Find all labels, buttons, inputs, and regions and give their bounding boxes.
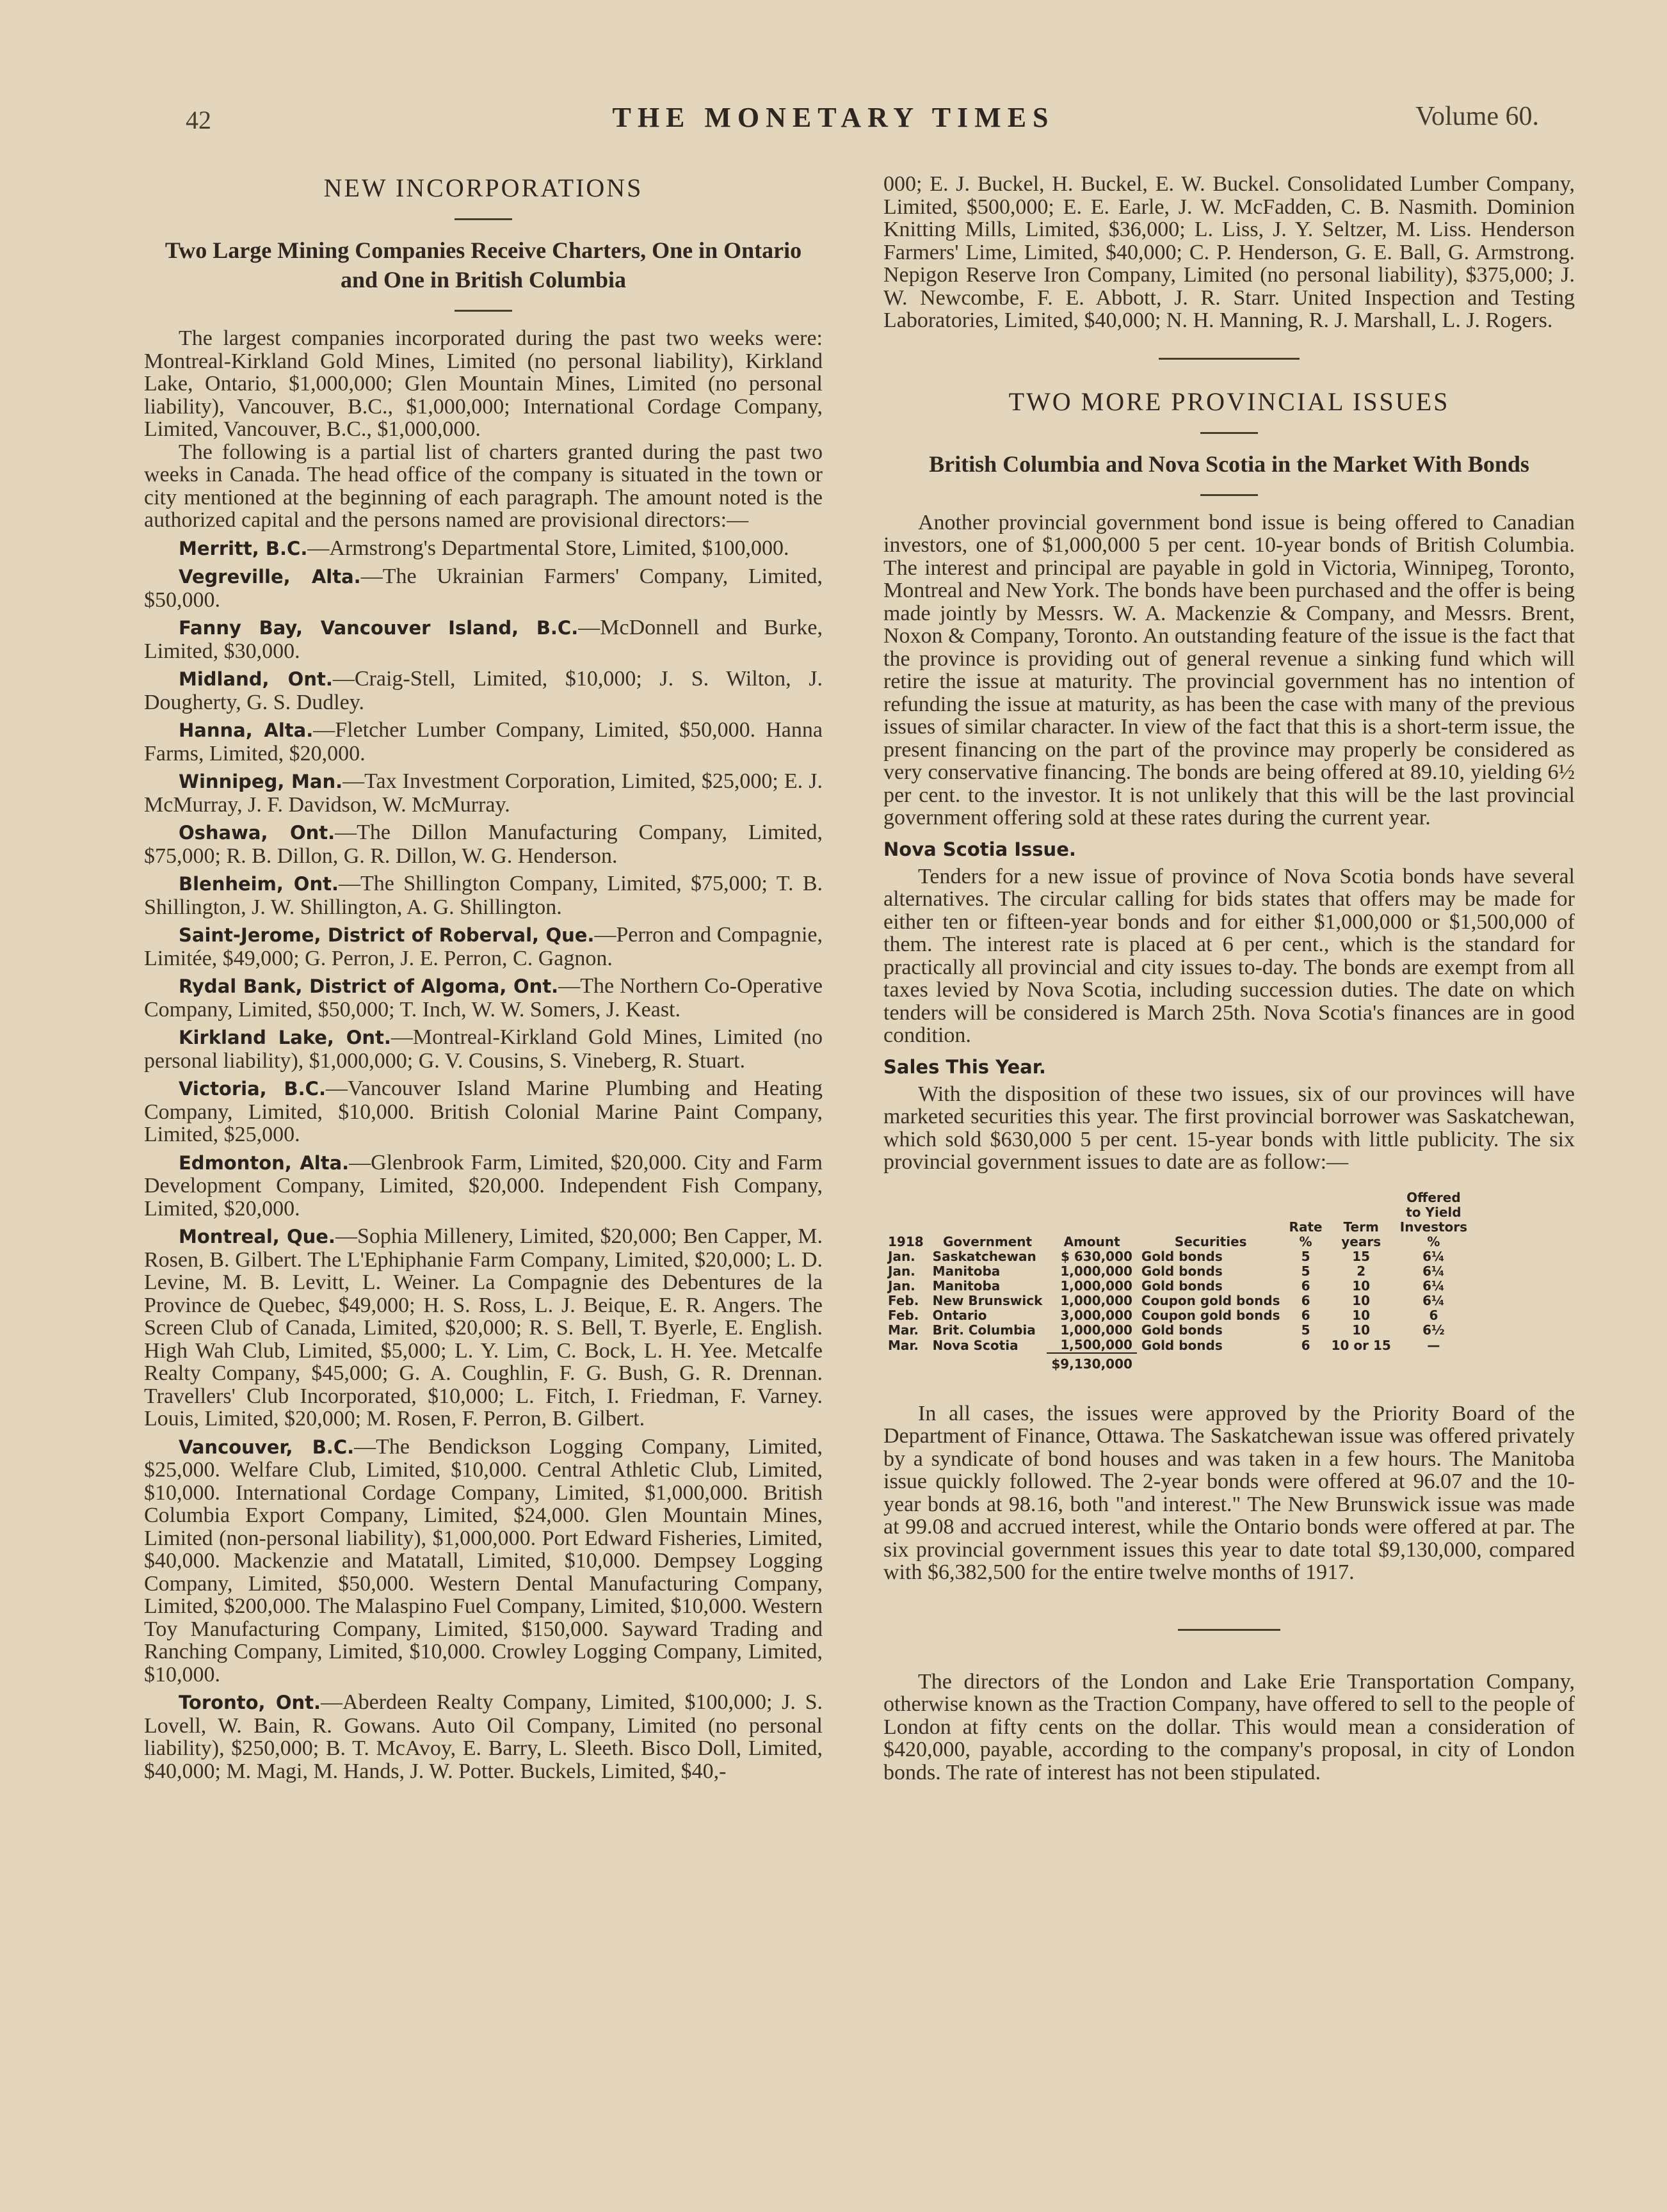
- cell-government: Ontario: [932, 1307, 987, 1323]
- cell-government: Brit. Columbia: [932, 1322, 1036, 1338]
- cell-yield: 6¼: [1422, 1263, 1445, 1279]
- entry-text: —Aberdeen Realty Company, Limited, $100,000; J. S. Lovell, W. Bain, R. Gowans. Auto Oil Company, Limited (no personal liability), $250,000; B. T. McAvoy, E. Barry, L. Sleeth. Bisco Doll, Limited, $40,000; M. Magi, M. Hands, J. W. Potter. Buckels, Limited, $40,-: [144, 1690, 823, 1783]
- cell-amount: 1,000,000: [1060, 1263, 1132, 1279]
- cell-total-amount: $9,130,000: [1047, 1353, 1137, 1372]
- incorporation-entry: [144, 565, 823, 611]
- header-offered: Offered: [1406, 1189, 1461, 1205]
- rule: [1159, 358, 1300, 360]
- cell-amount: 1,000,000: [1060, 1278, 1132, 1294]
- cell-month: Mar.: [888, 1337, 919, 1353]
- cell-term: 10 or 15: [1331, 1337, 1391, 1353]
- cell-securities: Gold bonds: [1141, 1278, 1223, 1294]
- cell-securities: Coupon gold bonds: [1141, 1307, 1280, 1323]
- incorporation-entry: [144, 924, 823, 970]
- entry-place: Kirkland Lake, Ont.: [179, 1027, 391, 1048]
- cell-yield: 6½: [1422, 1322, 1445, 1338]
- entry-place: Vancouver, B.C.: [179, 1436, 355, 1458]
- cell-amount: 1,500,000: [1060, 1336, 1132, 1352]
- header-yield-unit: %: [1427, 1233, 1440, 1249]
- table-header-row: [883, 1220, 1472, 1235]
- cell-term: 10: [1352, 1322, 1371, 1338]
- rule: [1200, 432, 1258, 434]
- header-amount: Amount: [1063, 1233, 1120, 1249]
- cell-yield: 6¼: [1422, 1248, 1445, 1264]
- entry-place: Rydal Bank, District of Algoma, Ont.: [179, 975, 559, 997]
- entry-text: —Perron and Compagnie, Limitée, $49,000; G. Perron, J. E. Perron, C. Gagnon.: [144, 923, 823, 970]
- publication-title: THE MONETARY TIMES: [612, 102, 1055, 133]
- cell-term: 2: [1357, 1263, 1366, 1279]
- cell-amount: 1,000,000: [1060, 1322, 1132, 1338]
- table-row: [883, 1249, 1472, 1264]
- cell-rate: 5: [1301, 1322, 1310, 1338]
- cell-government: Nova Scotia: [932, 1337, 1019, 1353]
- entry-place: Montreal, Que.: [179, 1226, 335, 1247]
- running-header: [0, 90, 1667, 141]
- header-securities: Securities: [1174, 1233, 1247, 1249]
- subsection-heading: Sales This Year.: [883, 1055, 1046, 1078]
- entry-text: —Craig-Stell, Limited, $10,000; J. S. Wilton, J. Dougherty, G. S. Dudley.: [144, 667, 823, 714]
- entry-place: Vegreville, Alta.: [179, 566, 361, 588]
- header-rate: Rate: [1289, 1219, 1323, 1235]
- intro-paragraph: The largest companies incorporated during the past two weeks were: Montreal-Kirkland Gold Mines, Limited (no personal liability), Kirkland Lake, Ontario, $1,000,000; Glen Mountain Mines, Limited (no personal liability), Vancouver, B.C., $1,000,000; International Cordage Company, Limited, Vancouver, B.C., $1,000,000.: [144, 326, 823, 441]
- table-row: [883, 1294, 1472, 1308]
- cell-term: 10: [1352, 1307, 1371, 1323]
- table-header-row: [883, 1205, 1472, 1220]
- cell-amount: 1,000,000: [1060, 1292, 1132, 1308]
- cell-government: Saskatchewan: [932, 1248, 1036, 1264]
- entry-text: —The Bendickson Logging Company, Limited, $25,000. Welfare Club, Limited, $10,000. Central Athletic Club, Limited, $10,000. International Cordage Company, Limited, $1,000,000. British Columbia Export Company, Limited, $24,000. Glen Mountain Mines, Limited (non-personal liability), $1,000,000. Port Edward Fisheries, Limited, $40,000. Mackenzie and Matatall, Limited, $10,000. Dempsey Logging Company, Limited, $50,000. Western Dental Manufacturing Company, Limited, $200,000. The Malaspino Fuel Company, Limited, $10,000. Western Toy Manufacturing Company, Limited, $150,000. Sayward Trading and Ranching Company, Limited, $10,000. Crowley Logging Company, Limited, $10,000.: [144, 1434, 823, 1687]
- table-row: [883, 1279, 1472, 1294]
- rule: [1200, 494, 1258, 496]
- table-total-row: [883, 1353, 1472, 1372]
- rule: [1178, 1629, 1280, 1631]
- cell-amount: 3,000,000: [1060, 1307, 1132, 1323]
- left-column: [144, 173, 823, 1783]
- cell-yield: 6: [1429, 1307, 1438, 1323]
- header-term: Term: [1343, 1219, 1379, 1235]
- incorporation-entry: [144, 770, 823, 816]
- table-row: [883, 1338, 1472, 1353]
- entry-place: Edmonton, Alta.: [179, 1151, 350, 1174]
- header-year: 1918: [888, 1233, 924, 1249]
- incorporation-entry: [144, 537, 823, 561]
- cell-month: Feb.: [888, 1292, 919, 1308]
- incorporation-entry: [144, 1436, 823, 1687]
- incorporation-entry: [144, 616, 823, 662]
- cell-government: New Brunswick: [932, 1292, 1043, 1308]
- continued-paragraph: 000; E. J. Buckel, H. Buckel, E. W. Buckel. Consolidated Lumber Company, Limited, $500,000; E. E. Earle, J. W. McFadden, C. B. Nasmith. Dominion Knitting Mills, Limited, $36,000; L. Liss, J. Y. Seltzer, M. Liss. Henderson Farmers' Lime, Limited, $40,000; C. P. Henderson, G. E. Ball, G. Armstrong. Nepigon Reserve Iron Company, Limited (no personal liability), $375,000; J. W. Newcombe, F. E. Abbott, J. R. Starr. United Inspection and Testing Laboratories, Limited, $40,000; N. H. Manning, R. J. Marshall, L. J. Rogers.: [883, 172, 1575, 332]
- entry-text: —Vancouver Island Marine Plumbing and Heating Company, Limited, $10,000. British Colonial Marine Paint Company, Limited, $25,000.: [144, 1077, 823, 1146]
- cell-term: 10: [1352, 1278, 1371, 1294]
- entry-text: —Fletcher Lumber Company, Limited, $50,000. Hanna Farms, Limited, $20,000.: [144, 718, 823, 765]
- entry-text: —Montreal-Kirkland Gold Mines, Limited (no personal liability), $1,000,000; G. V. Cousins, S. Vineberg, R. Stuart.: [144, 1025, 823, 1073]
- entry-place: Winnipeg, Man.: [179, 771, 343, 792]
- cell-month: Jan.: [888, 1278, 915, 1294]
- header-government: Government: [943, 1233, 1033, 1249]
- page-number: 42: [186, 106, 211, 134]
- cell-securities: Gold bonds: [1141, 1322, 1223, 1338]
- right-column: [883, 173, 1575, 1784]
- table-row: [883, 1308, 1472, 1323]
- article-subheading: British Columbia and Nova Scotia in the Market With Bonds: [929, 451, 1529, 477]
- article-heading: TWO MORE PROVINCIAL ISSUES: [1008, 387, 1450, 416]
- entry-text: —The Shillington Company, Limited, $75,000; T. B. Shillington, J. W. Shillington, A. G. Shillington.: [144, 872, 823, 919]
- incorporation-entry: [144, 719, 823, 765]
- body-paragraph: Another provincial government bond issue is being offered to Canadian investors, one of $1,000,000 5 per cent. 10-year bonds of British Columbia. The interest and principal are payable in gold in Victoria, Winnipeg, Toronto, Montreal and New York. The bonds have been purchased and the offer is being made jointly by Messrs. W. A. Mackenzie & Company, and Messrs. Brent, Noxon & Company, Toronto. An outstanding feature of the issue is the fact that the province is providing out of general revenue a sinking fund which will retire the issue at maturity. The provincial government has no intention of refunding the issue at maturity, as has been the case with many of the previous issues of similar character. In view of the fact that this is a short-term issue, the present financing on the part of the province may properly be considered as very conservative financing. The bonds are being offered at 89.10, yielding 6½ per cent. to the investor. It is not unlikely that this will be the last provincial government offering sold at these rates during the current year.: [883, 510, 1575, 830]
- cell-securities: Gold bonds: [1141, 1248, 1223, 1264]
- cell-securities: Gold bonds: [1141, 1337, 1223, 1353]
- entry-place: Merritt, B.C.: [179, 537, 308, 559]
- entry-place: Midland, Ont.: [179, 668, 333, 690]
- entry-place: Toronto, Ont.: [179, 1692, 321, 1713]
- header-investors: Investors: [1399, 1219, 1468, 1235]
- cell-government: Manitoba: [932, 1263, 1001, 1279]
- entry-text: —The Ukrainian Farmers' Company, Limited, $50,000.: [144, 565, 823, 612]
- entry-text: —Armstrong's Departmental Store, Limited, $100,000.: [307, 536, 789, 560]
- cell-term: 10: [1352, 1292, 1371, 1308]
- body-paragraph: Tenders for a new issue of province of Nova Scotia bonds have several alternatives. The circular calling for bids states that offers may be made for either ten or fifteen-year bonds and for either $1,000,000 or $1,500,000 of them. The interest rate is placed at 6 per cent., which is the standard for practically all provincial and city issues to-day. The bonds are exempt from all taxes levied by Nova Scotia, including succession duties. The date on which tenders will be considered is March 25th. Nova Scotia's finances are in good condition.: [883, 864, 1575, 1047]
- incorporation-entry: [144, 872, 823, 918]
- intro-paragraph: The following is a partial list of charters granted during the past two weeks in Canada. The head office of the company is situated in the town or city mentioned at the beginning of each paragraph. The amount noted is the authorized capital and the persons named are provisional directors:—: [144, 440, 823, 532]
- subsection-heading: Nova Scotia Issue.: [883, 838, 1076, 860]
- incorporation-list: [144, 537, 823, 1783]
- rule: [455, 218, 512, 220]
- cell-yield: —: [1427, 1337, 1440, 1353]
- body-paragraph: In all cases, the issues were approved by the Priority Board of the Department of Finance, Ottawa. The Saskatchewan issue was offered privately by a syndicate of bond houses and was taken in a few hours. The Manitoba issue quickly followed. The 2-year bonds were offered at 96.07 and the 10-year bonds at 98.16, both "and interest." The New Brunswick issue was made at 99.08 and accrued interest, while the Ontario bonds were offered at par. The six provincial government issues this year to date total $9,130,000, compared with $6,382,500 for the entire twelve months of 1917.: [883, 1401, 1575, 1584]
- incorporation-entry: [144, 1026, 823, 1072]
- entry-place: Blenheim, Ont.: [179, 873, 339, 895]
- cell-rate: 6: [1301, 1292, 1310, 1308]
- table-row: [883, 1264, 1472, 1279]
- cell-rate: 6: [1301, 1337, 1310, 1353]
- cell-government: Manitoba: [932, 1278, 1001, 1294]
- entry-text: —McDonnell and Burke, Limited, $30,000.: [144, 616, 823, 663]
- cell-month: Jan.: [888, 1263, 915, 1279]
- section-subheading: Two Large Mining Companies Receive Charters, One in Ontario and One in British Columbia: [165, 237, 802, 293]
- incorporation-entry: [144, 821, 823, 867]
- header-rate-unit: %: [1299, 1233, 1312, 1249]
- cell-yield: 6¼: [1422, 1292, 1445, 1308]
- cell-month: Jan.: [888, 1248, 915, 1264]
- entry-text: —Sophia Millenery, Limited, $20,000; Ben Capper, M. Rosen, B. Gilbert. The L'Ephiphanie Farm Company, Limited, $20,000; L. D. Levine, M. B. Levitt, L. Weiner. La Compagnie des Debentures de la Province de Quebec, $49,000; H. S. Ross, L. J. Beique, E. R. Angers. The Screen Club of Canada, Limited, $20,000; R. S. Bell, T. Byerle, E. English. High Wah Club, Limited, $5,000; L. Y. Lim, C. Bock, L. H. Yee. Metcalfe Realty Company, $45,000; G. A. Coughlin, F. G. Bush, G. R. Drennan. Travellers' Club Incorporated, $10,000; L. Fitch, I. Friedman, F. Varney. Louis, Limited, $20,000; M. Rosen, F. Perron, B. Gilbert.: [144, 1224, 823, 1431]
- entry-place: Fanny Bay, Vancouver Island, B.C.: [179, 617, 579, 639]
- entry-place: Saint-Jerome, District of Roberval, Que.: [179, 924, 595, 946]
- volume-label: Volume 60.: [1415, 102, 1539, 131]
- cell-securities: Gold bonds: [1141, 1263, 1223, 1279]
- cell-rate: 5: [1301, 1248, 1310, 1264]
- entry-text: —The Northern Co-Operative Company, Limited, $50,000; T. Inch, W. W. Somers, J. Keast.: [144, 974, 823, 1022]
- entry-text: —The Dillon Manufacturing Company, Limited, $75,000; R. B. Dillon, G. R. Dillon, W. G. Henderson.: [144, 821, 823, 868]
- incorporation-entry: [144, 1691, 823, 1783]
- cell-rate: 5: [1301, 1263, 1310, 1279]
- incorporation-entry: [144, 1077, 823, 1146]
- cell-month: Mar.: [888, 1322, 919, 1338]
- incorporation-entry: [144, 1225, 823, 1431]
- body-paragraph: The directors of the London and Lake Erie Transportation Company, otherwise known as the Traction Company, have offered to sell to the people of London at fifty cents on the dollar. This would mean a consideration of $420,000, payable, according to the company's proposal, in city of London bonds. The rate of interest has not been stipulated.: [883, 1669, 1575, 1784]
- header-to-yield: to Yield: [1406, 1204, 1462, 1220]
- entry-text: —Tax Investment Corporation, Limited, $25,000; E. J. McMurray, J. F. Davidson, W. McMurray.: [144, 769, 823, 817]
- entry-place: Hanna, Alta.: [179, 719, 314, 741]
- entry-place: Victoria, B.C.: [179, 1078, 326, 1100]
- section-heading: NEW INCORPORATIONS: [323, 173, 643, 202]
- rule: [455, 310, 512, 312]
- cell-term: 15: [1352, 1248, 1371, 1264]
- cell-amount: $ 630,000: [1060, 1248, 1132, 1264]
- table-row: [883, 1323, 1472, 1338]
- table-header-row: [883, 1190, 1472, 1205]
- incorporation-entry: [144, 668, 823, 714]
- cell-month: Feb.: [888, 1307, 919, 1323]
- provincial-issues-table: [883, 1190, 1472, 1372]
- body-paragraph: With the disposition of these two issues, six of our provinces will have marketed securities this year. The first provincial borrower was Saskatchewan, which sold $630,000 5 per cent. 15-year bonds with little publicity. The six provincial government issues to date are as follow:—: [883, 1082, 1575, 1174]
- cell-securities: Coupon gold bonds: [1141, 1292, 1280, 1308]
- incorporation-entry: [144, 975, 823, 1021]
- cell-rate: 6: [1301, 1278, 1310, 1294]
- entry-text: —Glenbrook Farm, Limited, $20,000. City and Farm Development Company, Limited, $20,000. Independent Fish Company, Limited, $20,000.: [144, 1150, 823, 1221]
- incorporation-entry: [144, 1151, 823, 1221]
- cell-yield: 6¼: [1422, 1278, 1445, 1294]
- header-term-unit: years: [1341, 1233, 1381, 1249]
- table-header-row: [883, 1235, 1472, 1249]
- entry-place: Oshawa, Ont.: [179, 822, 335, 844]
- cell-rate: 6: [1301, 1307, 1310, 1323]
